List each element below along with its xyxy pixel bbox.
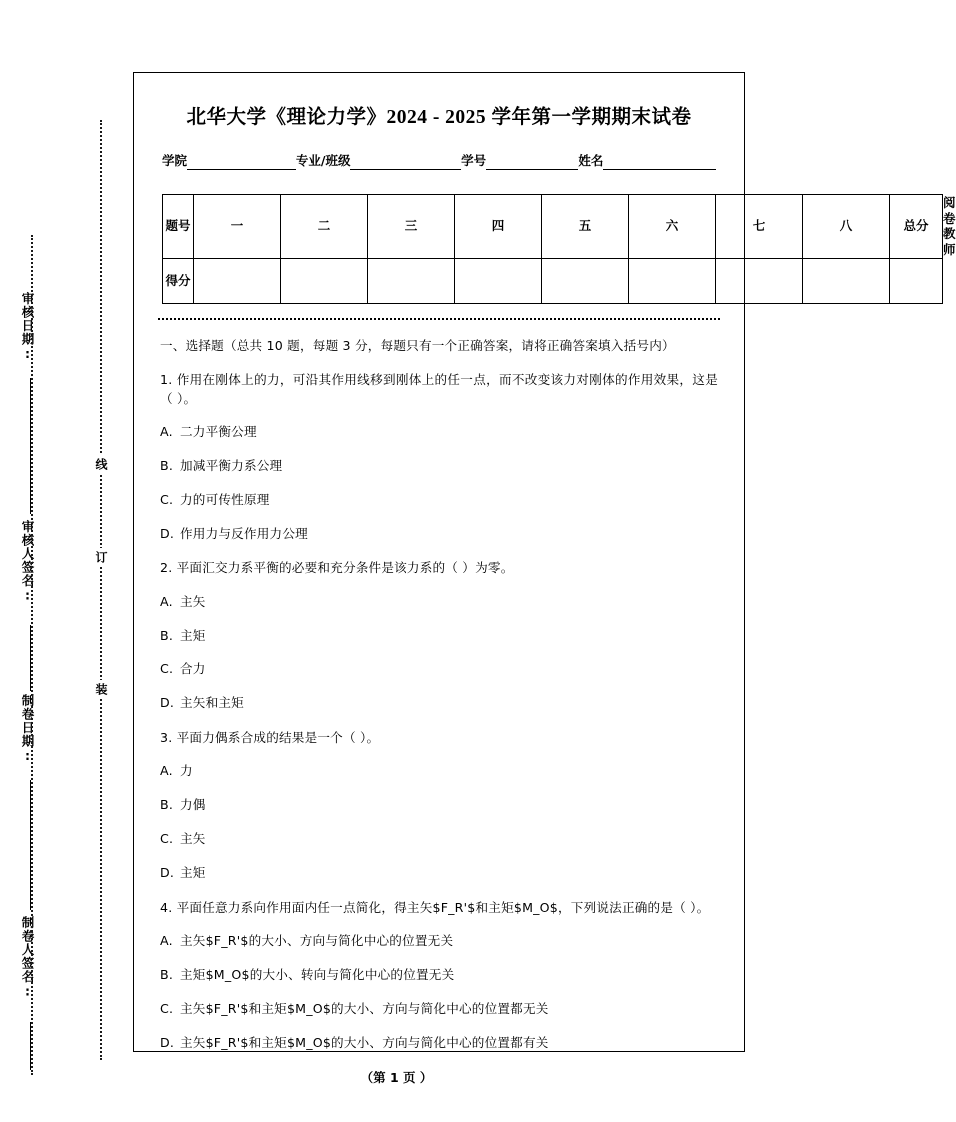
score-cell-1[interactable]: [194, 258, 281, 303]
option-mark-4-A: A.: [160, 933, 173, 949]
option-4-C[interactable]: [160, 1000, 718, 1019]
option-mark-1-C: C.: [160, 491, 174, 507]
option-mark-2-D: D.: [160, 695, 175, 711]
option-text-1-D: 作用力与反作用力公理: [180, 525, 308, 541]
score-cell-5[interactable]: [542, 258, 629, 303]
option-3-B[interactable]: [160, 796, 718, 815]
option-text-1-B: 加减平衡力系公理: [180, 457, 283, 473]
option-mark-2-B: B.: [160, 627, 174, 643]
question-stem-4: [160, 898, 718, 917]
option-3-C[interactable]: [160, 830, 718, 849]
field-label-major-class: 专业/班级: [295, 153, 351, 168]
maker-signature-label: 制卷人签名:: [20, 916, 35, 1000]
score-cell-3[interactable]: [368, 258, 455, 303]
col-header-5: 五: [542, 195, 629, 259]
question-number-1: 1.: [160, 371, 173, 387]
field-label-student-id: 学号: [461, 153, 487, 168]
row-header-score: 得分: [163, 258, 194, 303]
table-row-question-numbers: 题号 一 二 三 四 五 六 七 八 总分 阅卷 教师: [163, 195, 943, 259]
option-1-D[interactable]: [160, 525, 718, 544]
option-mark-3-D: D.: [160, 865, 175, 880]
option-mark-3-A: A.: [160, 763, 173, 779]
option-mark-1-B: B.: [160, 457, 174, 473]
score-cell-4[interactable]: [455, 258, 542, 303]
option-mark-4-C: C.: [160, 1000, 174, 1016]
option-text-2-C: 合力: [180, 661, 206, 677]
option-text-2-B: 主矩: [180, 627, 206, 643]
option-2-A[interactable]: [160, 593, 718, 612]
option-text-2-D: 主矢和主矩: [180, 695, 244, 711]
exam-title: 北华大学《理论力学》2024 - 2025 学年第一学期期末试卷: [186, 107, 692, 128]
option-text-4-A: 主矢$F_R'$的大小、方向与简化中心的位置无关: [180, 933, 454, 949]
option-text-3-C: 主矢: [180, 831, 206, 847]
option-text-3-B: 力偶: [180, 797, 206, 813]
option-1-A[interactable]: [160, 423, 718, 442]
option-mark-1-D: D.: [160, 525, 175, 541]
option-mark-3-C: C.: [160, 831, 174, 847]
question-text-1: 作用在刚体上的力，可沿其作用线移到刚体上的任一点，而不改变该力对刚体的作用效果，这是（ ）。: [160, 371, 718, 406]
section-divider: [158, 318, 720, 320]
option-text-3-D: 主矩: [180, 865, 206, 880]
score-cell-total[interactable]: [890, 258, 943, 303]
option-text-1-C: 力的可传性原理: [180, 491, 270, 507]
option-2-B[interactable]: [160, 627, 718, 646]
option-mark-2-C: C.: [160, 661, 174, 677]
option-text-3-A: 力: [180, 763, 193, 779]
option-2-C[interactable]: [160, 660, 718, 679]
col-header-total: 总分: [890, 195, 943, 259]
fold-mark-line: 线: [92, 455, 110, 473]
field-input-major-class[interactable]: [350, 155, 461, 170]
fold-mark-bind: 订: [92, 548, 110, 566]
question-text-2: 平面汇交力系平衡的必要和充分条件是该力系的（ ）为零。: [176, 560, 514, 576]
option-2-D[interactable]: [160, 694, 718, 713]
option-3-A[interactable]: [160, 762, 718, 781]
row-header-question-number: 题号: [163, 195, 194, 259]
fold-mark-assemble: 装: [92, 680, 110, 698]
question-number-4: 4.: [160, 899, 173, 915]
score-cell-8[interactable]: [803, 258, 890, 303]
question-number-3: 3.: [160, 730, 173, 746]
col-header-7: 七: [716, 195, 803, 259]
fold-dotted-line-inner: [100, 120, 102, 1060]
question-stem-3: [160, 728, 718, 747]
option-1-B[interactable]: [160, 457, 718, 476]
option-mark-3-B: B.: [160, 797, 174, 813]
page-footer: （第 1 页 ）: [360, 1070, 433, 1085]
col-header-8: 八: [803, 195, 890, 259]
exam-paper-body: [133, 72, 956, 1052]
table-row-scores: [163, 258, 943, 303]
option-mark-4-D: D.: [160, 1034, 175, 1050]
maker-date-label: 制卷日期:: [20, 694, 35, 764]
option-4-D[interactable]: [160, 1034, 718, 1053]
question-stem-2: [160, 558, 718, 577]
option-text-2-A: 主矢: [180, 593, 206, 609]
score-cell-6[interactable]: [629, 258, 716, 303]
fold-dotted-line-outer: [31, 235, 33, 1075]
option-mark-1-A: A.: [160, 423, 173, 439]
question-number-2: 2.: [160, 560, 173, 576]
student-info-line: [156, 151, 722, 170]
option-text-4-B: 主矩$M_O$的大小、转向与简化中心的位置无关: [180, 966, 455, 982]
option-text-4-C: 主矢$F_R'$和主矩$M_O$的大小、方向与简化中心的位置都无关: [180, 1000, 549, 1016]
question-text-4: 平面任意力系向作用面内任一点简化，得主矢$F_R'$和主矩$M_O$，下列说法正确的是（ ）。: [176, 899, 710, 915]
questions-container: [156, 336, 722, 1053]
field-label-college: 学院: [162, 153, 188, 168]
question-stem-1: [160, 370, 718, 408]
field-input-college[interactable]: [187, 155, 296, 170]
col-header-1: 一: [194, 195, 281, 259]
review-signature-label: 审核人签名:: [20, 520, 35, 604]
field-input-name[interactable]: [603, 155, 716, 170]
option-4-A[interactable]: [160, 932, 718, 951]
option-mark-4-B: B.: [160, 966, 174, 982]
col-header-2: 二: [281, 195, 368, 259]
score-table: [162, 194, 956, 304]
review-date-label: 审核日期:: [20, 292, 35, 362]
col-header-6: 六: [629, 195, 716, 259]
option-3-D[interactable]: [160, 864, 718, 883]
field-input-student-id[interactable]: [486, 155, 578, 170]
section-heading: 一、选择题（总共 10 题，每题 3 分，每题只有一个正确答案，请将正确答案填入括号内）: [160, 337, 675, 353]
option-4-B[interactable]: [160, 966, 718, 985]
question-text-3: 平面力偶系合成的结果是一个（ ）。: [176, 730, 380, 746]
option-text-1-A: 二力平衡公理: [180, 423, 257, 439]
option-mark-2-A: A.: [160, 593, 173, 609]
col-header-3: 三: [368, 195, 455, 259]
score-cell-2[interactable]: [281, 258, 368, 303]
option-text-4-D: 主矢$F_R'$和主矩$M_O$的大小、方向与简化中心的位置都有关: [180, 1034, 549, 1050]
col-header-4: 四: [455, 195, 542, 259]
option-1-C[interactable]: [160, 491, 718, 510]
score-cell-7[interactable]: [716, 258, 803, 303]
field-label-name: 姓名: [578, 153, 604, 168]
